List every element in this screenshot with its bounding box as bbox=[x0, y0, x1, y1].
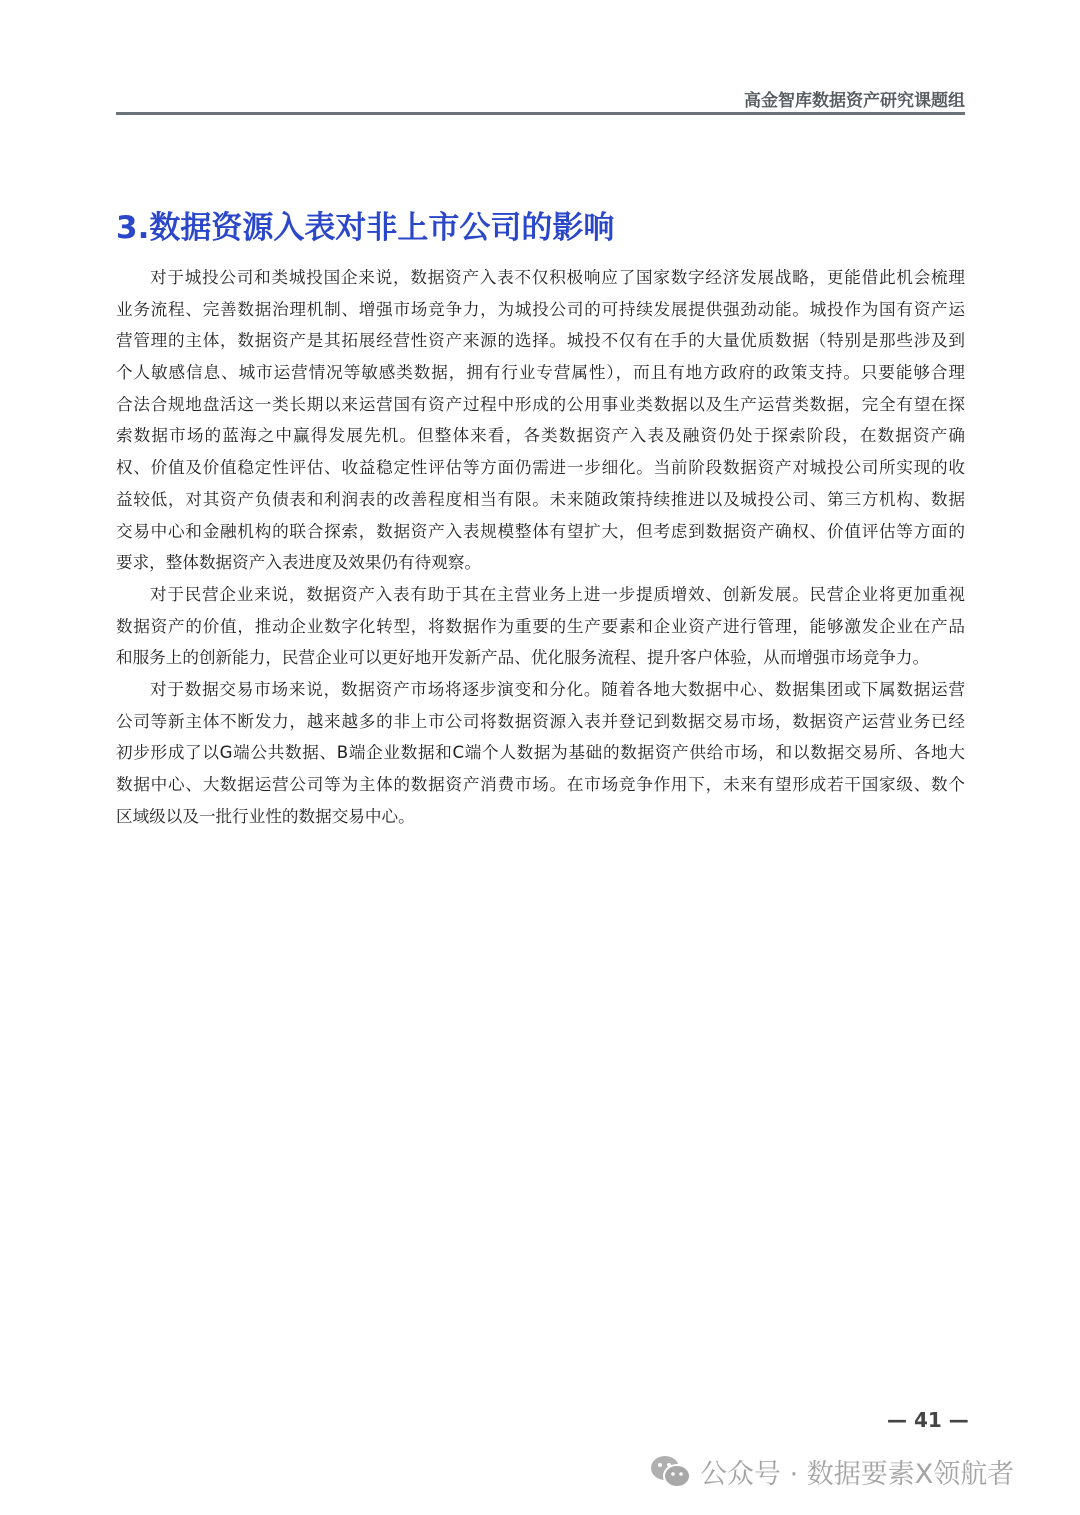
header-org: 高金智库数据资产研究课题组 bbox=[744, 91, 965, 111]
section-title: 3.数据资源入表对非上市公司的影响 bbox=[116, 210, 615, 246]
paragraph-3-line: 对于数据交易市场来说，数据资产市场将逐步演变和分化。随着各地大数据中心、数据集团或下属数据运营 bbox=[150, 679, 965, 699]
paragraph-3-line: 公司等新主体不断发力，越来越多的非上市公司将数据资源入表并登记到数据交易市场，数据资产运营业务已经 bbox=[116, 711, 965, 731]
paragraph-1-line: 索数据市场的蓝海之中赢得发展先机。但整体来看，各类数据资产入表及融资仍处于探索阶段，在数据资产确 bbox=[116, 426, 965, 446]
paragraph-1-line: 个人敏感信息、城市运营情况等敏感类数据，拥有行业专营属性），而且有地方政府的政策支持。只要能够合理 bbox=[116, 363, 965, 383]
wechat-icon bbox=[650, 1454, 692, 1490]
paragraph-1-line: 益较低，对其资产负债表和利润表的改善程度相当有限。未来随政策持续推进以及城投公司、第三方机构、数据 bbox=[116, 489, 965, 509]
watermark bbox=[650, 1452, 1014, 1491]
paragraph-3-line: 初步形成了以G端公共数据、B端企业数据和C端个人数据为基础的数据资产供给市场，和以数据交易所、各地大 bbox=[116, 743, 965, 763]
page-number: — 41 — bbox=[887, 1408, 969, 1432]
paragraph-2-line: 数据资产的价值，推动企业数字化转型，将数据作为重要的生产要素和企业资产进行管理，能够激发企业在产品 bbox=[116, 616, 965, 636]
paragraph-1-line: 合法合规地盘活这一类长期以来运营国有资产过程中形成的公用事业类数据以及生产运营类数据，完全有望在探 bbox=[116, 394, 965, 414]
paragraph-1-line: 权、价值及价值稳定性评估、收益稳定性评估等方面仍需进一步细化。当前阶段数据资产对城投公司所实现的收 bbox=[116, 458, 965, 478]
paragraph-2-line: 对于民营企业来说，数据资产入表有助于其在主营业务上进一步提质增效、创新发展。民营企业将更加重视 bbox=[150, 584, 965, 604]
paragraph-3-line: 区域级以及一批行业性的数据交易中心。 bbox=[116, 806, 415, 826]
watermark-text: 公众号 · 数据要素X领航者 bbox=[700, 1459, 1015, 1490]
paragraph-1-line: 营管理的主体，数据资产是其拓展经营性资产来源的选择。城投不仅有在手的大量优质数据（特别是那些涉及到 bbox=[116, 331, 965, 351]
body-text bbox=[116, 262, 965, 832]
paragraph-1-line: 要求，整体数据资产入表进度及效果仍有待观察。 bbox=[116, 553, 482, 573]
paragraph-3-line: 数据中心、大数据运营公司等为主体的数据资产消费市场。在市场竞争作用下，未来有望形成若干国家级、数个 bbox=[116, 775, 965, 794]
paragraph-2-line: 和服务上的创新能力，民营企业可以更好地开发新产品、优化服务流程、提升客户体验，从而增强市场竞争力。 bbox=[116, 648, 930, 668]
paragraph-1-line: 交易中心和金融机构的联合探索，数据资产入表规模整体有望扩大，但考虑到数据资产确权、价值评估等方面的 bbox=[116, 521, 965, 541]
paragraph-1-line: 对于城投公司和类城投国企来说，数据资产入表不仅积极响应了国家数字经济发展战略，更能借此机会梳理 bbox=[150, 268, 965, 287]
paragraph-1-line: 业务流程、完善数据治理机制、增强市场竞争力，为城投公司的可持续发展提供强劲动能。城投作为国有资产运 bbox=[116, 299, 965, 319]
header-divider bbox=[116, 112, 965, 115]
